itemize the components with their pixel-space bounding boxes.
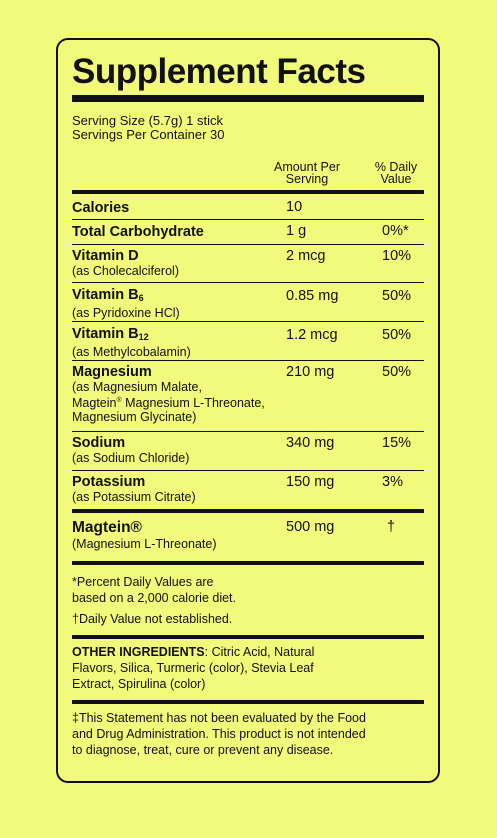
nutrient-name: Potassium: [72, 474, 146, 490]
nutrient-amount: 1.2 mcg: [286, 327, 338, 343]
nutrient-amount: 340 mg: [286, 435, 335, 451]
serving-info: [72, 114, 424, 142]
divider: [72, 95, 424, 102]
nutrient-name: Total Carbohydrate: [72, 224, 204, 240]
nutrient-name: Calories: [72, 200, 130, 216]
other-ingredients: OTHER INGREDIENTS: Citric Acid, Natural Flavors, Silica, Turmeric (color), Stevia Leaf Extract, Spirulina (color): [72, 645, 315, 691]
nutrient-row-calories: [72, 194, 424, 219]
nutrient-dv: 3%: [382, 474, 403, 490]
nutrient-dv: 50%: [382, 327, 412, 343]
nutrient-dv: 50%: [382, 364, 412, 380]
nutrient-row-sodium: [72, 432, 424, 470]
nutrient-source-line: (as Magnesium Malate,: [72, 380, 202, 394]
fda-statement: ‡This Statement has not been evaluated by the Food and Drug Administration. This product is not intended to diagnose, treat, cure or prevent any disease.: [72, 711, 366, 757]
supplement-facts-panel: [56, 38, 440, 783]
column-headers: [72, 150, 424, 190]
daily-value-footnote: *Percent Daily Values are based on a 2,000 calorie diet. †Daily Value not established.: [72, 565, 424, 629]
nutrient-dv: 50%: [382, 288, 412, 304]
nutrient-source: (as Potassium Citrate): [72, 490, 196, 504]
nutrient-amount: 10: [286, 199, 303, 215]
nutrient-amount: 210 mg: [286, 364, 335, 380]
nutrient-amount: 1 g: [286, 223, 307, 239]
nutrient-source: (as Methylcobalamin): [72, 345, 191, 359]
nutrient-name: Vitamin $B_6$: [72, 287, 144, 303]
nutrient-dv: †: [387, 519, 396, 535]
daily-value-header: % Daily Value: [374, 160, 418, 186]
nutrient-name: Magnesium: [72, 364, 152, 380]
nutrient-row-vitamin-b12: [72, 322, 424, 360]
serving-size: Serving Size (5.7g) 1 stick: [72, 113, 224, 128]
servings-per-container: Servings Per Container 30: [72, 127, 225, 142]
nutrient-name: Sodium: [72, 435, 126, 451]
nutrient-row-magtein: [72, 513, 424, 561]
nutrient-source: (Magnesium L-Threonate): [72, 537, 217, 551]
nutrient-amount: 0.85 mg: [286, 288, 339, 304]
nutrient-row-total-carbohydrate: [72, 220, 424, 244]
nutrient-amount: 500 mg: [286, 519, 335, 535]
nutrient-source: (as Pyridoxine HCl): [72, 306, 180, 320]
nutrient-source-line: Magtein® Magnesium L-Threonate,: [72, 396, 265, 411]
nutrient-source: (as Cholecalciferol): [72, 264, 179, 278]
nutrient-dv: 10%: [382, 248, 412, 264]
nutrient-row-potassium: [72, 471, 424, 509]
panel-title: Supplement Facts: [72, 52, 366, 91]
nutrient-name: Vitamin $B_{12}$: [72, 326, 149, 342]
nutrient-row-magnesium: [72, 361, 424, 431]
nutrient-source-line: Magnesium Glycinate): [72, 410, 197, 425]
nutrient-source: (as Sodium Chloride): [72, 451, 190, 465]
nutrient-amount: 2 mcg: [286, 248, 326, 264]
amount-per-serving-header: Amount Per Serving: [273, 160, 340, 186]
nutrient-dv: 0%*: [382, 223, 409, 239]
other-ingredients-label: OTHER INGREDIENTS: [72, 645, 205, 659]
nutrient-amount: 150 mg: [286, 474, 335, 490]
dagger-footnote: †Daily Value not established.: [72, 612, 233, 626]
nutrient-name: Vitamin D: [72, 248, 139, 264]
nutrient-name: Magtein®: [72, 519, 142, 536]
nutrient-dv: 15%: [382, 435, 412, 451]
nutrient-row-vitamin-d: [72, 245, 424, 282]
nutrient-row-vitamin-b6: [72, 283, 424, 321]
